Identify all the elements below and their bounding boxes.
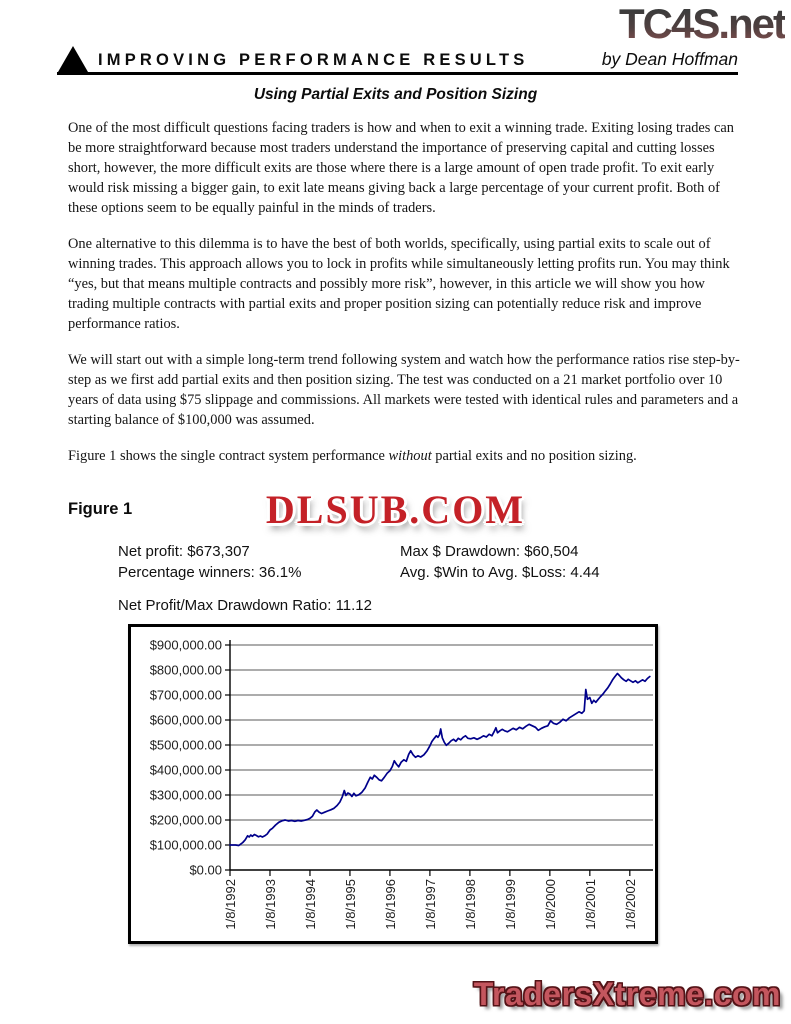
svg-text:1/8/2002: 1/8/2002 — [622, 879, 638, 930]
svg-text:$100,000.00: $100,000.00 — [149, 837, 222, 853]
svg-text:$500,000.00: $500,000.00 — [149, 737, 222, 753]
svg-text:1/8/1995: 1/8/1995 — [342, 879, 358, 930]
svg-text:1/8/1993: 1/8/1993 — [262, 879, 278, 930]
svg-text:1/8/1992: 1/8/1992 — [223, 879, 238, 930]
dlsub-watermark: DLSUB.COM — [265, 487, 526, 532]
stat-net-profit: Net profit: $673,307 — [118, 543, 250, 560]
article-header — [57, 44, 738, 75]
stat-max-drawdown: Max $ Drawdown: $60,504 — [400, 543, 579, 560]
figure1-chart-box — [128, 624, 658, 944]
figure1-stats — [118, 541, 678, 616]
svg-text:$0.00: $0.00 — [189, 862, 222, 878]
stat-percentage-winners: Percentage winners: 36.1% — [118, 564, 302, 581]
svg-text:1/8/1998: 1/8/1998 — [462, 879, 478, 930]
stat-avg-win-loss: Avg. $Win to Avg. $Loss: 4.44 — [400, 564, 600, 581]
figure-intro-italic: without — [388, 448, 432, 464]
article-body — [68, 118, 740, 482]
svg-text:1/8/1994: 1/8/1994 — [302, 879, 318, 930]
header-title: IMPROVING PERFORMANCE RESULTS — [98, 51, 529, 69]
figure1-label: Figure 1 — [68, 500, 133, 518]
svg-text:$600,000.00: $600,000.00 — [149, 712, 222, 728]
tradersxtreme-logo: TradersXtreme.com — [473, 976, 781, 1012]
stats-row-2 — [118, 562, 678, 583]
stats-row-1 — [118, 541, 678, 562]
svg-text:$200,000.00: $200,000.00 — [149, 812, 222, 828]
figure-intro-post: partial exits and no position sizing. — [431, 448, 637, 464]
svg-text:1/8/2000: 1/8/2000 — [542, 879, 558, 930]
tc4s-logo: TC4S.net — [618, 0, 785, 47]
svg-text:$300,000.00: $300,000.00 — [149, 787, 222, 803]
svg-text:$400,000.00: $400,000.00 — [149, 762, 222, 778]
triangle-icon — [58, 46, 88, 72]
figure-intro-pre: Figure 1 shows the single contract system performance — [68, 448, 389, 464]
paragraph-2: One alternative to this dilemma is to have the best of both worlds, specifically, using partial exits to scale out of winning trades. This approach allows you to lock in profits while simultaneously letting profits run. You may think “yes, but that means multiple contracts and possibly more risk”, however, in this article we will show you how trading multiple contracts with partial exits and proper position sizing can potentially reduce risk and improve performance ratios. — [68, 236, 730, 332]
paragraph-1: One of the most difficult questions facing traders is how and when to exit a winning trade. Exiting losing trades can be more straightforward because most traders understand the importance of preserving capital and cutting losses short, however, the more difficult exits are those where there is a large amount of open trade profit. To exit early would risk missing a bigger gain, to exit late means giving back a large percentage of your current profit. Both of these options seem to be equally painful in the minds of traders. — [68, 120, 734, 216]
header-rule — [57, 72, 738, 75]
svg-text:$900,000.00: $900,000.00 — [149, 637, 222, 653]
svg-text:1/8/1999: 1/8/1999 — [502, 879, 518, 930]
byline: by Dean Hoffman — [601, 49, 738, 69]
svg-text:1/8/2001: 1/8/2001 — [582, 879, 598, 930]
figure1-chart-svg — [131, 627, 655, 941]
svg-text:$700,000.00: $700,000.00 — [149, 687, 222, 703]
svg-text:1/8/1996: 1/8/1996 — [382, 879, 398, 930]
paragraph-3: We will start out with a simple long-term trend following system and watch how the performance ratios rise step-by-step as we first add partial exits and then position sizing. The test was conducted on a 21 market portfolio over 10 years of data using $75 slippage and commissions. All markets were tested with identical rules and parameters and a starting balance of $100,000 was assumed. — [68, 352, 740, 428]
svg-text:1/8/1997: 1/8/1997 — [422, 879, 438, 930]
svg-text:$800,000.00: $800,000.00 — [149, 662, 222, 678]
article-title: Using Partial Exits and Position Sizing — [253, 86, 538, 103]
stat-net-profit-drawdown-ratio: Net Profit/Max Drawdown Ratio: 11.12 — [118, 597, 372, 614]
paragraph-4 — [68, 446, 740, 466]
